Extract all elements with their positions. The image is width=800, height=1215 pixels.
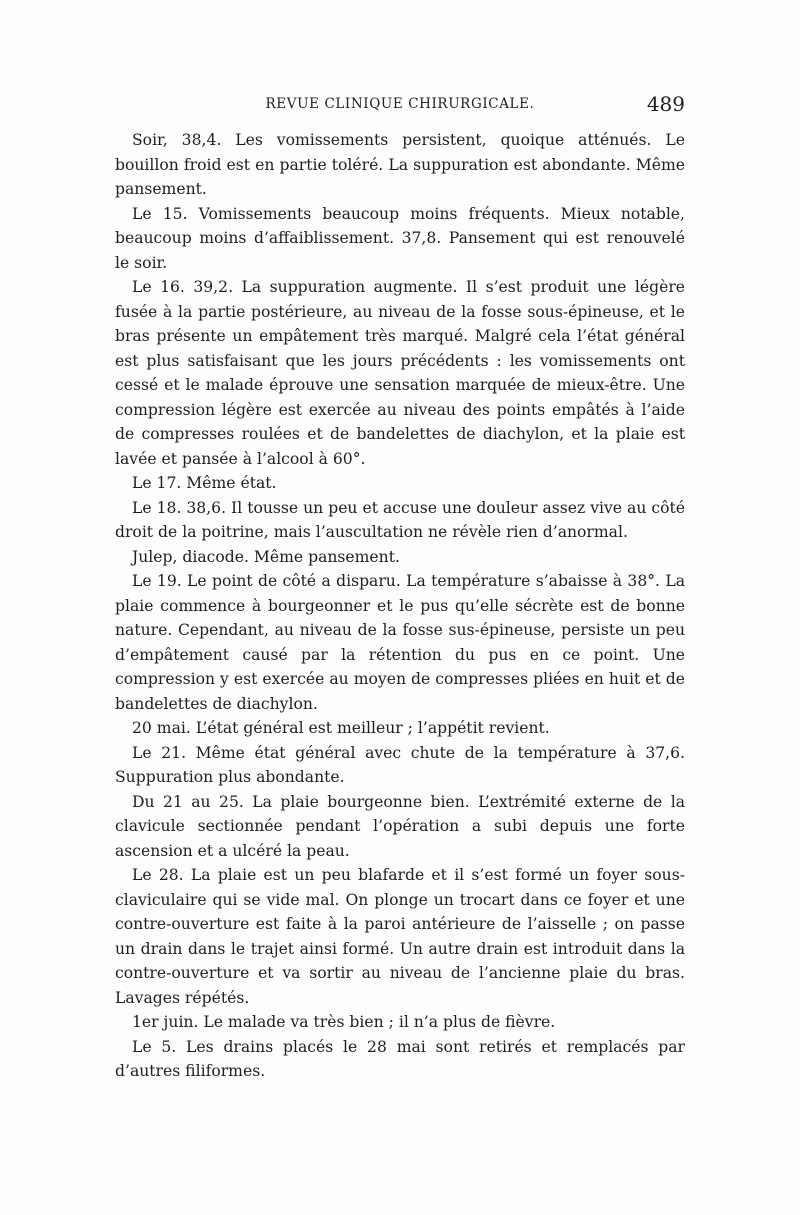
- page-number: 489: [646, 92, 685, 116]
- paragraph-days-21-25: Du 21 au 25. La plaie bourgeonne bien. L’extrémité externe de la clavicule sectionnée pendant l’opération a subi depuis une forte ascension et a ulcéré la peau.: [115, 792, 685, 860]
- paragraph-may-20: 20 mai. L’état général est meilleur ; l’appétit revient.: [132, 719, 550, 737]
- running-head: [115, 92, 685, 116]
- paragraph-day-15: Le 15. Vomissements beaucoup moins fréquents. Mieux notable, beaucoup moins d’affaiblissement. 37,8. Pansement qui est renouvelé le soir.: [115, 204, 685, 272]
- paragraph-june-1: 1er juin. Le malade va très bien ; il n’a plus de fièvre.: [132, 1013, 556, 1031]
- paragraph-day-28: Le 28. La plaie est un peu blafarde et il s’est formé un foyer sous-claviculaire qui se vide mal. On plonge un trocart dans ce foyer et une contre-ouverture est faite à la paroi antérieure de l’aisselle ; on passe un drain dans le trajet ainsi formé. Un autre drain est introduit dans la contre-ouverture et va sortir au niveau de l’ancienne plaie du bras. Lavages répétés.: [115, 866, 685, 1007]
- paragraph-day-5: Le 5. Les drains placés le 28 mai sont retirés et remplacés par d’autres filiformes.: [115, 1037, 685, 1080]
- paragraph-day-16: Le 16. 39,2. La suppuration augmente. Il s’est produit une légère fusée à la partie postérieure, au niveau de la fosse sous-épineuse, et le bras présente un empâtement très marqué. Malgré cela l’état général est plus satisfaisant que les jours précédents : les vomissements ont cessé et le malade éprouve une sensation marquée de mieux-être. Une compression légère est exercée au niveau des points empâtés à l’aide de compresses roulées et de bandelettes de diachylon, et la plaie est lavée et pansée à l’alcool à 60°.: [115, 278, 685, 468]
- paragraph-day-18: Le 18. 38,6. Il tousse un peu et accuse une douleur assez vive au côté droit de la poitrine, mais l’auscultation ne révèle rien d’anormal.: [115, 498, 685, 541]
- body-text: [115, 128, 685, 1084]
- paragraph-day-19: Le 19. Le point de côté a disparu. La température s’abaisse à 38°. La plaie commence à bourgeonner et le pus qu’elle sécrète est de bonne nature. Cependant, au niveau de la fosse sus-épineuse, persiste un peu d’empâtement causé par la rétention du pus en ce point. Une compression y est exercée au moyen de compresses pliées en huit et de bandelettes de diachylon.: [115, 572, 685, 713]
- paragraph-day-21: Le 21. Même état général avec chute de la température à 37,6. Suppuration plus abondante.: [115, 743, 685, 786]
- paragraph-treatment: Julep, diacode. Même pansement.: [132, 547, 400, 566]
- running-head-title: REVUE CLINIQUE CHIRURGICALE.: [265, 96, 535, 112]
- paragraph-evening-report: Soir, 38,4. Les vomissements persistent, quoique atténués. Le bouillon froid est en partie toléré. La suppuration est abondante. Même pansement.: [115, 131, 685, 198]
- paragraph-day-17: Le 17. Même état.: [132, 474, 277, 492]
